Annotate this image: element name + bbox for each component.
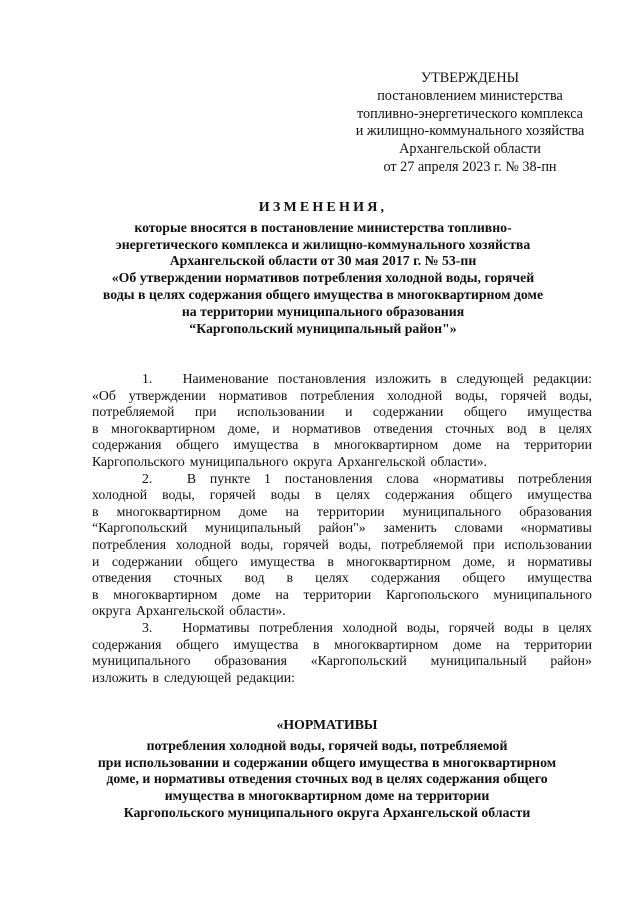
body-line: 2. В пункте 1 постановления слова «нормативы потребления xyxy=(142,470,592,486)
approval-line: и жилищно-коммунального хозяйства xyxy=(355,123,585,140)
body-line: в многоквартирном доме на территории Каргопольского муниципального xyxy=(92,586,592,602)
heading-line: «Об утверждении нормативов потребления холодной воды, горячей xyxy=(111,270,535,286)
approval-line: постановлением министерства xyxy=(377,87,563,104)
approval-line: топливно-энергетического комплекса xyxy=(357,105,583,122)
norms-heading xyxy=(82,717,572,822)
approval-line: УТВЕРЖДЕНЫ xyxy=(421,70,519,86)
heading-line: “Каргопольский муниципальный район"» xyxy=(189,320,457,336)
approval-stamp xyxy=(330,70,610,177)
approval-line: от 27 апреля 2023 г. № 38-пн xyxy=(383,158,557,175)
body-line: «Об утверждении нормативов потребления холодной воды, горячей воды, xyxy=(92,387,592,403)
body-line: 1. Наименование постановления изложить в следующей редакции: xyxy=(142,371,592,386)
document-heading xyxy=(78,200,568,337)
norms-heading-line: Каргопольского муниципального округа Архангельской области xyxy=(123,804,531,820)
body-line: содержания общего имущества в многоквартирном доме на территории xyxy=(92,437,592,453)
norms-heading-line: имущества в многоквартирном доме на территории xyxy=(164,788,490,804)
body-line: 3. Нормативы потребления холодной воды, горячей воды в целях xyxy=(142,619,592,635)
body-line: изложить в следующей редакции: xyxy=(92,669,296,685)
norms-heading-line: при использовании и содержании общего имущества в многоквартирном xyxy=(97,754,557,770)
norms-heading-line: доме, и нормативы отведения сточных вод в целях содержания общего xyxy=(106,771,548,787)
body-line: холодной воды, горячей воды в целях содержания общего имущества xyxy=(92,487,592,503)
body-line: Каргопольского муниципального округа Архангельской области». xyxy=(92,453,487,469)
heading-line: энергетического комплекса и жилищно-коммунального хозяйства xyxy=(115,236,531,252)
body-line: муниципального образования «Каргопольский муниципальный район» xyxy=(92,653,592,669)
body-line: в многоквартирном доме на территории муниципального образования xyxy=(92,503,592,519)
norms-title: «НОРМАТИВЫ xyxy=(276,717,378,732)
body-line: в многоквартирном доме, и нормативов отведения сточных вод в целях xyxy=(92,420,592,436)
body-line: отведения сточных вод в целях содержания общего имущества xyxy=(92,570,592,586)
body-line: потребления холодной воды, горячей воды, потребляемой при использовании xyxy=(92,536,592,552)
body-line: потребляемой при использовании и содержании общего имущества xyxy=(92,404,592,420)
heading-line: воды в целях содержания общего имущества в многоквартирном доме xyxy=(102,286,544,302)
heading-line: которые вносятся в постановление министерства топливно- xyxy=(134,219,512,235)
heading-line: Архангельской области от 30 мая 2017 г. № 53-пн xyxy=(169,253,477,269)
body-line: и содержании общего имущества в многоквартирном доме, и нормативы xyxy=(92,553,592,569)
norms-heading-line: потребления холодной воды, горячей воды, потребляемой xyxy=(146,737,508,753)
body-line: округа Архангельской области». xyxy=(92,603,286,619)
body-line: содержания общего имущества в многоквартирном доме на территории xyxy=(92,636,592,652)
document-body xyxy=(92,371,592,686)
document-title: ИЗМЕНЕНИЯ, xyxy=(258,200,388,215)
approval-line: Архангельской области xyxy=(399,141,541,158)
body-line: “Каргопольский муниципальный район"» заменить словами «нормативы xyxy=(92,520,592,536)
heading-line: на территории муниципального образования xyxy=(181,303,465,319)
